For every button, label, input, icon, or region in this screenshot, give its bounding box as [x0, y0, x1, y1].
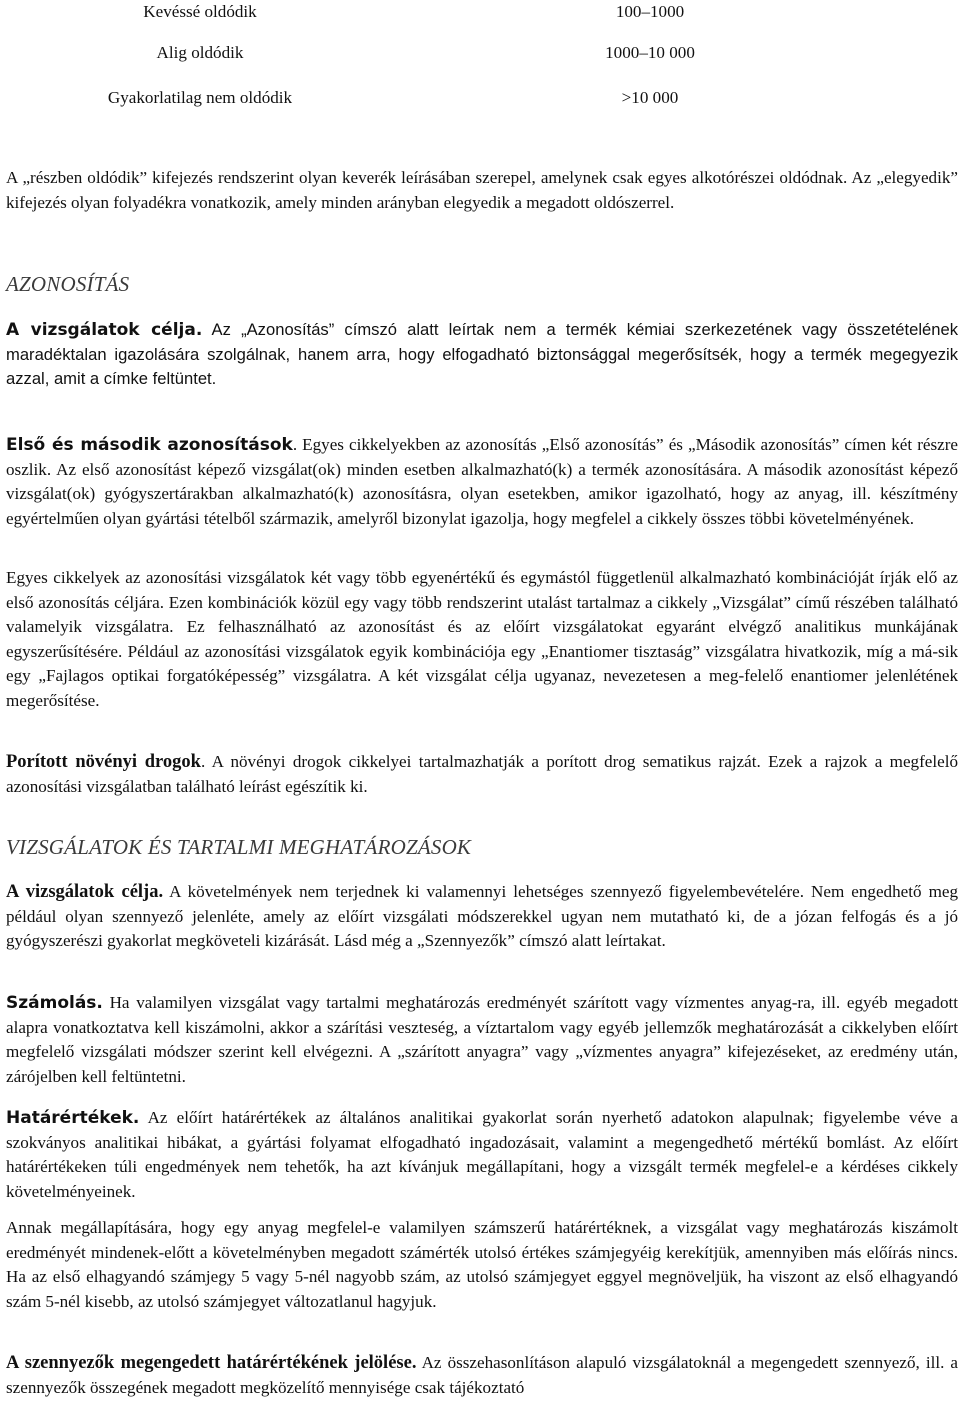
solubility-term: Alig oldódik: [156, 43, 244, 62]
paragraph-lead: Számolás.: [6, 993, 103, 1013]
solubility-term: Gyakorlatilag nem oldódik: [107, 88, 293, 107]
paragraph-lead: A szennyezők megengedett határértékének jelölése.: [6, 1353, 417, 1373]
combination-paragraph: [6, 566, 958, 714]
section-heading-identification: AZONOSÍTÁS: [6, 272, 130, 296]
paragraph-body: Az előírt határértékek az általános analitikai gyakorlat során nyerhető adatokon alapulnak; figyelembe véve a szokványos analitikai hibákat, a gyártási folyamat elfogadható ingadozásait, valamint a megengedhető mértékű bomlást. Az előírt határértékeken túli engedmények nem tehetők, ha azt kívánjuk megállapítani, hogy a vizsgált termék megfelel-e a kérdéses cikkely követelményeinek.: [6, 1108, 958, 1201]
section-heading-tests: VIZSGÁLATOK ÉS TARTALMI MEGHATÁROZÁSOK: [6, 835, 472, 859]
table-row: [0, 86, 960, 110]
paragraph-lead: A vizsgálatok célja.: [6, 320, 203, 340]
paragraph-body: Egyes cikkelyek az azonosítási vizsgálatok két vagy több egyenértékű és egymástól függetlenül alkalmazható kombinációját írják elő az első azonosítás céljára. Ezen kombinációk közül egy vagy több rendszerint utalást tartalmaz a cikkely „Vizsgálat” című részében található valamelyik vizsgálatra. Ez felhasználható az azonosítást és az előírt vizsgálatokat egyaránt elvégző analitikus munkájának egyszerűsítésére. Például az azonosítási vizsgálatok egyik kombinációja egy „Enantiomer tisztaság” vizsgálatra hivatkozik, míg a má-sik egy „Fajlagos optikai forgatóképesség” vizsgálatra. A két vizsgálat célja ugyanaz, nevezetesen a meg-felelő enantiomer jelenlétének megerősítése.: [6, 568, 958, 710]
solubility-term: Kevéssé oldódik: [143, 2, 257, 21]
rounding-paragraph: [6, 1216, 958, 1314]
paragraph-body: A követelmények nem terjednek ki valamennyi lehetséges szennyező figyelembevételére. Nem engedhető meg például olyan szennyező jelenléte, amely az előírt vizsgálati módszerekkel ugyan nem mutatható ki, de a józan felfogás és a jó gyógyszerészi gyakorlat megköveteli kizárását. Lásd még a „Szennyezők” címszó alatt leírtakat.: [6, 882, 958, 951]
calculation-paragraph: [6, 991, 958, 1089]
paragraph-lead: Porított növényi drogok: [6, 752, 201, 772]
paragraph-lead: Határértékek.: [6, 1108, 140, 1128]
table-row: [0, 41, 960, 65]
paragraph-body: Az „Azonosítás” címszó alatt leírtak nem a termék kémiai szerkezetének vagy összetételének maradéktalan igazolására szolgálnak, hanem arra, hogy elfogadható biztonsággal megerősítsék, hogy a termék megegyezik azzal, amit a címke feltüntet.: [6, 320, 958, 389]
table-row: [0, 0, 960, 24]
tests-purpose-paragraph: [6, 880, 958, 954]
identification-purpose-paragraph: [6, 318, 958, 392]
paragraph-body: Ha valamilyen vizsgálat vagy tartalmi meghatározás eredményét szárított vagy vízmentes anyag-ra, ill. egyéb megadott alapra vonatkoztatva kell kiszámolni, akkor a szárítási veszteség, a víztartalom vagy egyéb jellemzők meghatározását a cikkelyben előírt megfelelő vizsgálati módszer szerint kell elvégezni. A „szárított anyagra” vagy „vízmentes anyagra” kifejezéseket, az eredmény után, zárójelben kell feltüntetni.: [6, 993, 958, 1086]
impurity-limits-paragraph: [6, 1351, 958, 1400]
solubility-range: >10 000: [621, 88, 679, 107]
limits-paragraph: [6, 1106, 958, 1204]
paragraph-body: Az összehasonlításon alapuló vizsgálatoknál a megengedett szennyező, ill. a szennyezők összegének megadott megközelítő mennyisége csak tájékoztató: [6, 1353, 959, 1397]
paragraph-body: Annak megállapítására, hogy egy anyag megfelel-e valamilyen számszerű határértéknek, a vizsgálat vagy meghatározás kiszámolt eredményét mindenek-előtt a követelményben megadott számérték utolsó értékes számjegyéig kerekítjük, amennyiben más előírás nincs. Ha az első elhagyandó számjegy 5 vagy 5-nél nagyobb szám, az utolsó számjegyet eggyel megnöveljük, ha viszont az első elhagyandó szám 5-nél kisebb, az utolsó számjegyet változatlanul hagyjuk.: [6, 1218, 958, 1311]
paragraph-body: . A növényi drogok cikkelyei tartalmazhatják a porított drog sematikus rajzát. Ezek a rajzok a megfelelő azonosítási vizsgálatban található leírást egészítik ki.: [6, 752, 958, 796]
paragraph-lead: A vizsgálatok célja.: [6, 882, 164, 902]
first-second-identification-paragraph: [6, 433, 958, 531]
paragraph-body: . Egyes cikkelyekben az azonosítás „Első azonosítás” és „Második azonosítás” címen két részre oszlik. Az első azonosítást képező vizsgálat(ok) minden esetben alkalmazható(k) a termék azonosítására. A második azonosítást képező vizsgálat(ok) gyógyszertárakban alkalmazható(k) azonosításra, olyan esetekben, amikor igazolható, hogy az anyag, ill. készítmény egyértelműen olyan gyártási tételből származik, amelyről bizonylat igazolja, hogy megfelel a cikkely összes többi követelményének.: [6, 435, 959, 528]
solubility-range: 100–1000: [615, 2, 685, 21]
powdered-drugs-paragraph: [6, 750, 958, 799]
paragraph-lead: Első és második azonosítások: [6, 435, 293, 455]
intro-text: A „részben oldódik” kifejezés rendszerint olyan keverék leírásában szerepel, amelynek csak egyes alkotórészei oldódnak. Az „elegyedik” kifejezés olyan folyadékra vonatkozik, amely minden arányban elegyedik a megadott oldószerrel.: [6, 168, 958, 212]
intro-paragraph: [6, 166, 958, 215]
solubility-range: 1000–10 000: [605, 43, 695, 62]
